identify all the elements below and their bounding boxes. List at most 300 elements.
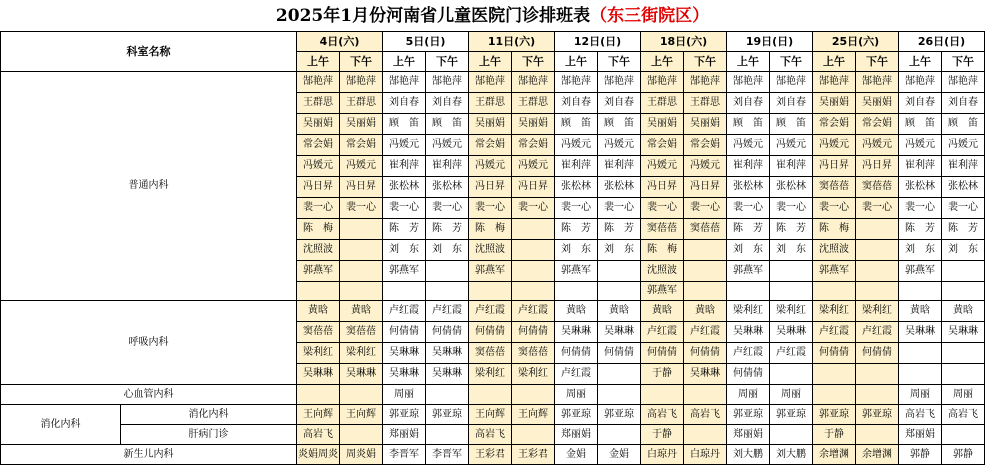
doctor-cell [512,385,555,405]
doctor-cell: 吴琳琳 [340,364,383,385]
doctor-cell [598,261,641,282]
doctor-cell [512,261,555,282]
doctor-cell: 窦蓓蓓 [469,343,512,364]
doctor-cell: 王群思 [340,93,383,114]
doctor-cell: 顾 笛 [426,114,469,135]
doctor-cell: 裴一心 [555,198,598,219]
doctor-cell: 于静 [641,364,684,385]
doctor-cell [856,261,899,282]
doctor-cell: 吴琳琳 [899,322,942,343]
doctor-cell: 郜艳萍 [598,72,641,93]
doctor-cell: 周丽 [555,385,598,405]
doctor-cell: 周丽 [727,385,770,405]
doctor-cell: 裴一心 [340,198,383,219]
doctor-cell: 崔利萍 [426,156,469,177]
digestive-row [1,405,985,425]
doctor-cell: 郜艳萍 [469,72,512,93]
doctor-cell: 郜艳萍 [383,72,426,93]
doctor-cell: 顾 笛 [383,114,426,135]
dept-header: 科室名称 [1,32,297,72]
doctor-cell: 陈 芳 [555,219,598,240]
doctor-cell: 裴一心 [727,198,770,219]
title-main: 2025年1月份河南省儿童医院门诊排班表 [275,6,591,26]
doctor-cell: 刘大鹏 [770,445,813,465]
doctor-cell: 陈 芳 [770,219,813,240]
doctor-cell: 常会娟 [340,135,383,156]
doctor-cell [340,425,383,445]
doctor-cell [598,364,641,385]
doctor-cell: 吴丽娟 [856,93,899,114]
doctor-cell: 王向辉 [469,405,512,425]
doctor-cell: 何倩倩 [641,343,684,364]
doctor-cell: 冯日昇 [469,177,512,198]
doctor-cell: 郭燕军 [383,261,426,282]
doctor-cell: 郭静 [899,445,942,465]
doctor-cell: 吴琳琳 [684,364,727,385]
doctor-cell [856,425,899,445]
doctor-cell: 王向辉 [512,405,555,425]
doctor-cell [856,364,899,385]
doctor-cell: 陈 芳 [426,219,469,240]
doctor-cell: 何倩倩 [469,322,512,343]
doctor-cell: 冯媛元 [684,156,727,177]
doctor-cell [383,282,426,301]
doctor-cell: 何倩倩 [383,322,426,343]
doctor-cell: 余增渊 [856,445,899,465]
doctor-cell: 炎娟周炎 [297,445,340,465]
doctor-cell: 沈照波 [297,240,340,261]
doctor-cell: 郭燕军 [555,261,598,282]
doctor-cell: 裴一心 [598,198,641,219]
doctor-cell [770,364,813,385]
doctor-cell: 刘 东 [426,240,469,261]
doctor-cell: 陈 芳 [383,219,426,240]
doctor-cell: 李晋军 [383,445,426,465]
doctor-cell: 何倩倩 [512,322,555,343]
am-header: 上午 [813,52,856,72]
doctor-cell: 裴一心 [641,198,684,219]
doctor-cell [684,425,727,445]
doctor-cell: 梁利红 [856,301,899,322]
doctor-cell: 吴琳琳 [383,343,426,364]
doctor-cell: 吴琳琳 [426,343,469,364]
page-title [0,0,985,32]
doctor-cell [641,385,684,405]
doctor-cell: 窦蓓蓓 [340,322,383,343]
doctor-cell [942,343,985,364]
day-header: 18日(六) [641,32,727,52]
doctor-cell: 窦蓓蓓 [297,322,340,343]
am-header: 上午 [383,52,426,72]
doctor-cell: 郜艳萍 [555,72,598,93]
doctor-cell: 王向辉 [340,405,383,425]
doctor-cell [942,364,985,385]
doctor-cell: 冯媛元 [469,156,512,177]
doctor-cell: 郜艳萍 [340,72,383,93]
dept-digestive: 消化内科 [1,405,121,445]
doctor-cell: 郑丽娟 [555,425,598,445]
doctor-cell: 吴琳琳 [426,364,469,385]
doctor-cell: 黄晗 [297,301,340,322]
doctor-cell: 李晋军 [426,445,469,465]
doctor-cell: 陈 梅 [297,219,340,240]
doctor-cell [297,282,340,301]
doctor-cell: 何倩倩 [856,343,899,364]
doctor-cell: 黄晗 [899,301,942,322]
pm-header: 下午 [426,52,469,72]
doctor-cell: 黄晗 [340,301,383,322]
doctor-cell [340,240,383,261]
general-row [1,72,985,93]
dept-respiratory: 呼吸内科 [1,301,297,385]
doctor-cell: 吴丽娟 [813,93,856,114]
doctor-cell: 刘 东 [555,240,598,261]
doctor-cell [469,385,512,405]
doctor-cell: 白琼丹 [641,445,684,465]
doctor-cell: 郭亚琼 [727,405,770,425]
doctor-cell: 崔利萍 [383,156,426,177]
doctor-cell: 吴琳琳 [383,364,426,385]
doctor-cell: 陈 芳 [899,219,942,240]
doctor-cell: 常会娟 [297,135,340,156]
doctor-cell: 郜艳萍 [899,72,942,93]
doctor-cell: 郭燕军 [469,261,512,282]
doctor-cell: 郭燕军 [899,261,942,282]
doctor-cell: 郭静 [942,445,985,465]
doctor-cell: 吴丽娟 [641,114,684,135]
doctor-cell: 梁利红 [512,364,555,385]
doctor-cell: 顾 笛 [555,114,598,135]
doctor-cell [684,282,727,301]
doctor-cell: 周丽 [383,385,426,405]
doctor-cell: 刘自春 [770,93,813,114]
doctor-cell [555,282,598,301]
doctor-cell [598,385,641,405]
am-header: 上午 [899,52,942,72]
doctor-cell: 高岩飞 [469,425,512,445]
doctor-cell: 裴一心 [813,198,856,219]
doctor-cell: 冯媛元 [598,135,641,156]
doctor-cell: 冯媛元 [426,135,469,156]
doctor-cell: 冯日昇 [684,177,727,198]
day-header: 5日(日) [383,32,469,52]
doctor-cell: 王群思 [641,93,684,114]
doctor-cell [684,240,727,261]
doctor-cell: 郜艳萍 [856,72,899,93]
doctor-cell: 窦蓓蓓 [512,343,555,364]
doctor-cell: 周丽 [899,385,942,405]
doctor-cell: 白琼丹 [684,445,727,465]
doctor-cell: 梁利红 [297,343,340,364]
doctor-cell [340,261,383,282]
doctor-cell: 卢红霞 [856,322,899,343]
doctor-cell [942,425,985,445]
header-row-dates [1,32,985,52]
doctor-cell: 冯媛元 [297,156,340,177]
am-header: 上午 [727,52,770,72]
doctor-cell: 卢红霞 [512,301,555,322]
doctor-cell: 冯日昇 [813,156,856,177]
doctor-cell: 刘 东 [383,240,426,261]
doctor-cell [426,282,469,301]
doctor-cell [340,219,383,240]
doctor-cell: 王群思 [297,93,340,114]
doctor-cell: 窦蓓蓓 [856,177,899,198]
doctor-cell [512,219,555,240]
doctor-cell: 冯媛元 [770,135,813,156]
day-header: 19日(日) [727,32,813,52]
doctor-cell: 冯媛元 [856,135,899,156]
pm-header: 下午 [770,52,813,72]
doctor-cell: 裴一心 [770,198,813,219]
doctor-cell: 窦蓓蓓 [641,219,684,240]
doctor-cell: 吴丽娟 [297,114,340,135]
doctor-cell: 于静 [641,425,684,445]
cardio-row [1,385,985,405]
doctor-cell: 何倩倩 [555,343,598,364]
dept-general: 普通内科 [1,72,297,301]
doctor-cell: 陈 梅 [641,240,684,261]
schedule-table [0,31,985,465]
doctor-cell: 张松林 [555,177,598,198]
respiratory-row [1,301,985,322]
doctor-cell: 郭亚琼 [813,405,856,425]
doctor-cell: 顾 笛 [727,114,770,135]
doctor-cell [942,282,985,301]
doctor-cell: 裴一心 [297,198,340,219]
doctor-cell [856,385,899,405]
doctor-cell: 郭燕军 [297,261,340,282]
doctor-cell: 何倩倩 [813,343,856,364]
doctor-cell: 王群思 [512,93,555,114]
doctor-cell: 王群思 [469,93,512,114]
doctor-cell: 刘 东 [770,240,813,261]
doctor-cell: 沈照波 [641,261,684,282]
doctor-cell: 郑丽娟 [383,425,426,445]
doctor-cell: 郭亚琼 [856,405,899,425]
doctor-cell: 裴一心 [856,198,899,219]
doctor-cell: 吴琳琳 [942,322,985,343]
doctor-cell: 卢红霞 [641,322,684,343]
title-campus: （东三街院区） [590,6,710,26]
doctor-cell: 郜艳萍 [297,72,340,93]
doctor-cell: 冯媛元 [383,135,426,156]
doctor-cell: 窦蓓蓓 [684,219,727,240]
doctor-cell [899,282,942,301]
doctor-cell [598,282,641,301]
doctor-cell: 王向辉 [297,405,340,425]
doctor-cell: 高岩飞 [684,405,727,425]
doctor-cell: 吴琳琳 [555,322,598,343]
doctor-cell: 冯媛元 [813,135,856,156]
doctor-cell: 常会娟 [469,135,512,156]
liver-row [1,425,985,445]
doctor-cell [684,261,727,282]
doctor-cell: 张松林 [942,177,985,198]
doctor-cell: 常会娟 [856,114,899,135]
doctor-cell: 郜艳萍 [641,72,684,93]
doctor-cell: 郜艳萍 [942,72,985,93]
doctor-cell [297,385,340,405]
doctor-cell: 郜艳萍 [770,72,813,93]
doctor-cell: 卢红霞 [426,301,469,322]
doctor-cell: 陈 芳 [942,219,985,240]
doctor-cell: 顾 笛 [770,114,813,135]
doctor-cell: 郭亚琼 [598,405,641,425]
doctor-cell: 郜艳萍 [512,72,555,93]
doctor-cell: 张松林 [770,177,813,198]
doctor-cell: 顾 笛 [899,114,942,135]
doctor-cell: 冯媛元 [641,156,684,177]
doctor-cell: 高岩飞 [641,405,684,425]
doctor-cell: 常会娟 [813,114,856,135]
doctor-cell [426,261,469,282]
neonatal-row [1,445,985,465]
doctor-cell: 何倩倩 [684,343,727,364]
doctor-cell: 陈 芳 [727,219,770,240]
doctor-cell [813,282,856,301]
doctor-cell: 梁利红 [770,301,813,322]
doctor-cell: 沈照波 [469,240,512,261]
pm-header: 下午 [856,52,899,72]
doctor-cell [340,282,383,301]
doctor-cell: 吴丽娟 [512,114,555,135]
doctor-cell: 张松林 [727,177,770,198]
doctor-cell: 裴一心 [899,198,942,219]
doctor-cell: 张松林 [383,177,426,198]
doctor-cell: 金娟 [555,445,598,465]
doctor-cell: 刘大鹏 [727,445,770,465]
doctor-cell: 冯日昇 [512,177,555,198]
doctor-cell: 冯日昇 [641,177,684,198]
dept-neonatal: 新生儿内科 [1,445,297,465]
doctor-cell: 崔利萍 [942,156,985,177]
doctor-cell: 卢红霞 [727,343,770,364]
doctor-cell [813,364,856,385]
doctor-cell [770,282,813,301]
doctor-cell: 卢红霞 [469,301,512,322]
doctor-cell: 顾 笛 [598,114,641,135]
doctor-cell: 吴琳琳 [770,322,813,343]
doctor-cell: 周丽 [770,385,813,405]
doctor-cell: 刘自春 [555,93,598,114]
doctor-cell [899,343,942,364]
doctor-cell [899,364,942,385]
pm-header: 下午 [512,52,555,72]
pm-header: 下午 [684,52,727,72]
doctor-cell: 崔利萍 [770,156,813,177]
doctor-cell: 刘自春 [598,93,641,114]
subdept-digestive: 消化内科 [121,405,297,425]
doctor-cell: 刘自春 [727,93,770,114]
doctor-cell: 吴琳琳 [297,364,340,385]
doctor-cell: 张松林 [598,177,641,198]
doctor-cell: 刘 东 [598,240,641,261]
doctor-cell [426,385,469,405]
doctor-cell: 窦蓓蓓 [813,177,856,198]
doctor-cell: 梁利红 [727,301,770,322]
doctor-cell: 郭燕军 [727,261,770,282]
doctor-cell: 吴丽娟 [469,114,512,135]
doctor-cell: 卢红霞 [813,322,856,343]
doctor-cell [598,425,641,445]
am-header: 上午 [469,52,512,72]
doctor-cell: 裴一心 [942,198,985,219]
doctor-cell: 刘自春 [899,93,942,114]
doctor-cell: 冯日昇 [297,177,340,198]
doctor-cell: 裴一心 [469,198,512,219]
doctor-cell: 郭亚琼 [383,405,426,425]
doctor-cell: 黄晗 [598,301,641,322]
doctor-cell: 张松林 [899,177,942,198]
doctor-cell: 梁利红 [813,301,856,322]
subdept-liver: 肝病门诊 [121,425,297,445]
doctor-cell: 郜艳萍 [426,72,469,93]
doctor-cell [942,261,985,282]
doctor-cell: 梁利红 [469,364,512,385]
doctor-cell [684,385,727,405]
doctor-cell: 黄晗 [555,301,598,322]
doctor-cell: 王彩君 [512,445,555,465]
doctor-cell: 郑丽娟 [727,425,770,445]
doctor-cell: 郭燕军 [813,261,856,282]
doctor-cell: 常会娟 [684,135,727,156]
doctor-cell: 陈 梅 [813,219,856,240]
doctor-cell: 黄晗 [684,301,727,322]
doctor-cell: 冯媛元 [340,156,383,177]
doctor-cell: 高岩飞 [899,405,942,425]
day-header: 4日(六) [297,32,383,52]
doctor-cell: 陈 梅 [469,219,512,240]
dept-cardio: 心血管内科 [1,385,297,405]
doctor-cell: 刘 东 [942,240,985,261]
doctor-cell: 郭亚琼 [555,405,598,425]
doctor-cell: 高岩飞 [942,405,985,425]
doctor-cell: 何倩倩 [426,322,469,343]
day-header: 26日(日) [899,32,985,52]
doctor-cell: 于静 [813,425,856,445]
doctor-cell: 黄晗 [942,301,985,322]
doctor-cell: 梁利红 [340,343,383,364]
am-header: 上午 [555,52,598,72]
doctor-cell: 刘 东 [727,240,770,261]
doctor-cell [856,240,899,261]
doctor-cell: 吴琳琳 [598,322,641,343]
doctor-cell: 卢红霞 [555,364,598,385]
doctor-cell: 冯媛元 [899,135,942,156]
doctor-cell: 王彩君 [469,445,512,465]
doctor-cell: 郭亚琼 [426,405,469,425]
doctor-cell [512,240,555,261]
doctor-cell [469,282,512,301]
am-header: 上午 [641,52,684,72]
doctor-cell: 崔利萍 [899,156,942,177]
doctor-cell [426,425,469,445]
doctor-cell: 顾 笛 [942,114,985,135]
doctor-cell: 裴一心 [383,198,426,219]
day-header: 11日(六) [469,32,555,52]
doctor-cell [813,385,856,405]
doctor-cell: 吴丽娟 [684,114,727,135]
doctor-cell: 裴一心 [426,198,469,219]
doctor-cell: 黄晗 [641,301,684,322]
doctor-cell: 郑丽娟 [899,425,942,445]
doctor-cell: 卢红霞 [383,301,426,322]
pm-header: 下午 [942,52,985,72]
doctor-cell [340,385,383,405]
doctor-cell: 张松林 [426,177,469,198]
doctor-cell: 冯日昇 [340,177,383,198]
